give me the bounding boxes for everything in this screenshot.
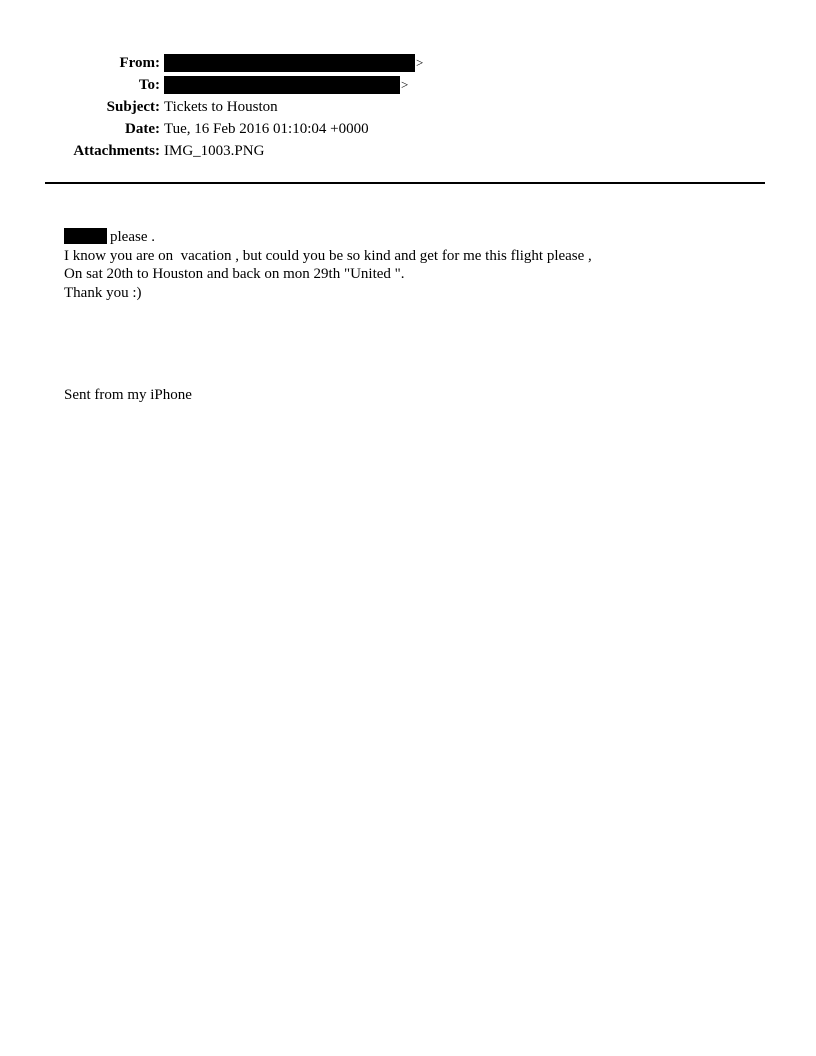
subject-value: Tickets to Houston — [164, 99, 278, 115]
from-suffix: > — [416, 55, 424, 70]
message-body — [64, 228, 764, 302]
date-label: Date: — [125, 121, 160, 137]
email-signature: Sent from my iPhone — [64, 387, 192, 403]
to-value — [164, 74, 408, 96]
to-row — [0, 74, 816, 96]
attachments-row — [0, 140, 816, 162]
body-line-1: I know you are on vacation , but could you be so kind and get for me this flight please , — [64, 247, 592, 264]
recipient-name-redaction — [64, 228, 107, 244]
subject-label: Subject: — [106, 99, 160, 115]
from-value — [164, 52, 423, 74]
header-divider — [45, 182, 765, 184]
date-value: Tue, 16 Feb 2016 01:10:04 +0000 — [164, 121, 369, 137]
to-suffix: > — [401, 77, 409, 92]
attachments-label: Attachments: — [73, 143, 160, 159]
date-row — [0, 118, 816, 140]
attachment-filename[interactable]: IMG_1003.PNG — [164, 143, 265, 159]
greeting-line — [64, 228, 764, 247]
from-label: From: — [119, 55, 160, 71]
greeting-text: please . — [110, 229, 155, 245]
body-line-2: On sat 20th to Houston and back on mon 29th "United ". — [64, 266, 405, 282]
from-redaction — [164, 54, 415, 72]
to-label: To: — [138, 77, 160, 93]
to-redaction — [164, 76, 400, 94]
subject-row — [0, 96, 816, 118]
body-line-3: Thank you :) — [64, 284, 142, 301]
from-row — [0, 52, 816, 74]
email-header — [0, 52, 816, 162]
